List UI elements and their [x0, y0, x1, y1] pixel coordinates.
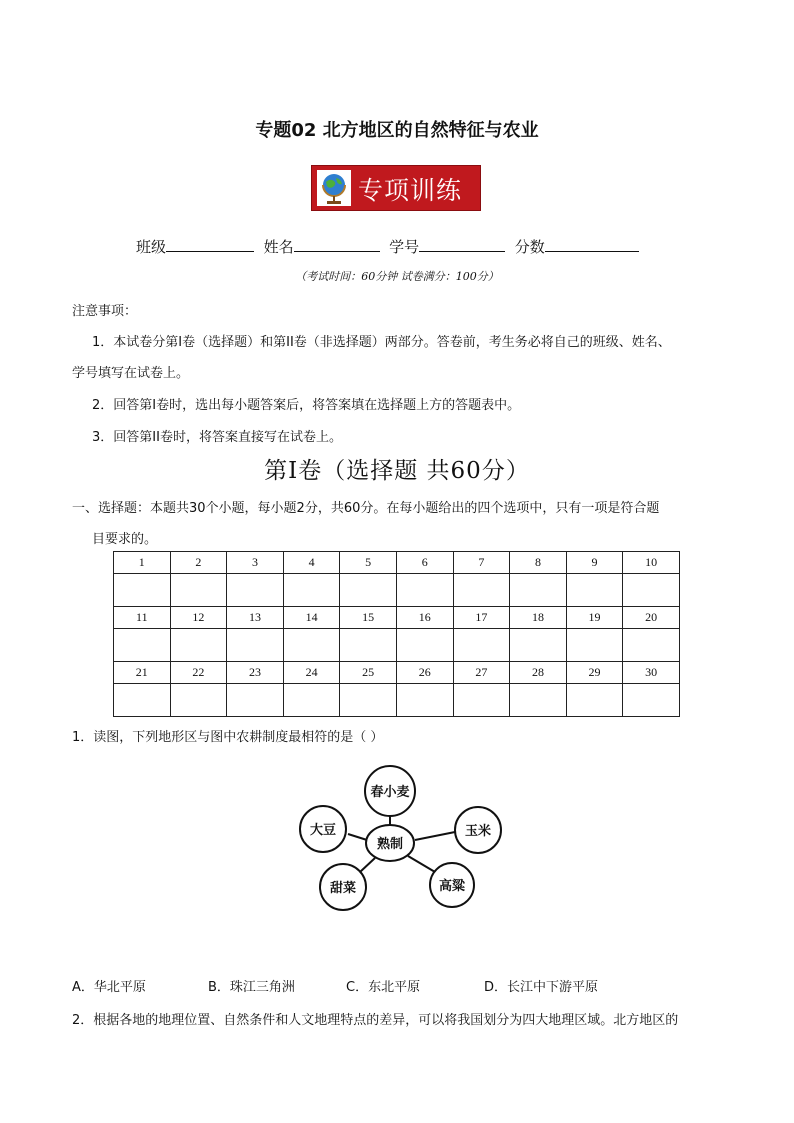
score-label: 分数 — [514, 238, 545, 256]
diagram-link — [415, 832, 455, 840]
question-1-stem: 1．读图，下列地形区与图中农耕制度最相符的是（ ） — [72, 730, 384, 745]
answer-number-cell: 21 — [114, 662, 171, 684]
answer-number-cell: 7 — [453, 552, 510, 574]
answer-number-cell: 17 — [453, 607, 510, 629]
answer-input-cell[interactable] — [340, 574, 397, 607]
answer-input-cell[interactable] — [396, 629, 453, 662]
answer-number-cell: 19 — [566, 607, 623, 629]
answer-number-cell: 28 — [510, 662, 567, 684]
answer-number-cell: 18 — [510, 607, 567, 629]
notice-item-1-line1: 1．本试卷分第Ⅰ卷（选择题）和第II卷（非选择题）两部分。答卷前，考生务必将自己的班级、姓名、 — [92, 335, 671, 350]
question-1-options — [72, 976, 598, 995]
answer-input-cell[interactable] — [283, 574, 340, 607]
notice-item-2: 2．回答第Ⅰ卷时，选出每小题答案后，将答案填在选择题上方的答题表中。 — [92, 398, 521, 413]
answer-input-cell[interactable] — [227, 574, 284, 607]
answer-number-cell: 4 — [283, 552, 340, 574]
answer-number-cell: 26 — [396, 662, 453, 684]
option-a[interactable]: A．华北平原 — [72, 980, 146, 995]
farming-diagram — [290, 768, 520, 912]
diagram-center-label: 熟制 — [376, 837, 404, 852]
id-field[interactable] — [419, 237, 505, 252]
answer-number-cell: 3 — [227, 552, 284, 574]
option-c[interactable]: C．东北平原 — [346, 980, 421, 995]
answer-number-cell: 12 — [170, 607, 227, 629]
answer-input-cell[interactable] — [566, 574, 623, 607]
instructions-line2: 目要求的。 — [92, 532, 158, 547]
globe-icon — [317, 170, 351, 206]
answer-number-cell: 10 — [623, 552, 680, 574]
answer-number-cell: 22 — [170, 662, 227, 684]
diagram-link — [360, 858, 375, 872]
answer-number-cell: 29 — [566, 662, 623, 684]
diagram-label-corn: 玉米 — [464, 824, 492, 839]
answer-number-cell: 15 — [340, 607, 397, 629]
answer-input-cell[interactable] — [114, 684, 171, 717]
answer-input-cell[interactable] — [453, 574, 510, 607]
answer-input-cell[interactable] — [340, 684, 397, 717]
page-title: 专题02 北方地区的自然特征与农业 — [255, 120, 539, 141]
answer-table — [113, 551, 680, 717]
answer-input-cell[interactable] — [283, 629, 340, 662]
answer-input-cell[interactable] — [396, 574, 453, 607]
answer-input-row — [114, 574, 680, 607]
option-b[interactable]: B．珠江三角洲 — [208, 980, 295, 995]
answer-input-cell[interactable] — [510, 629, 567, 662]
answer-input-cell[interactable] — [283, 684, 340, 717]
answer-input-cell[interactable] — [170, 629, 227, 662]
answer-number-cell: 30 — [623, 662, 680, 684]
id-label: 学号 — [389, 238, 420, 256]
answer-number-cell: 13 — [227, 607, 284, 629]
answer-input-cell[interactable] — [396, 684, 453, 717]
question-2-stem: 2．根据各地的地理位置、自然条件和人文地理特点的差异，可以将我国划分为四大地理区域。北方地区的 — [72, 1013, 679, 1028]
section-title: 第Ⅰ卷（选择题 共60分） — [264, 458, 530, 484]
answer-input-cell[interactable] — [510, 574, 567, 607]
diagram-label-spring-wheat: 春小麦 — [370, 785, 410, 800]
answer-input-cell[interactable] — [510, 684, 567, 717]
answer-number-cell: 24 — [283, 662, 340, 684]
answer-input-cell[interactable] — [453, 684, 510, 717]
name-label: 姓名 — [263, 238, 294, 256]
class-label: 班级 — [136, 238, 167, 256]
answer-input-cell[interactable] — [566, 684, 623, 717]
answer-number-cell: 27 — [453, 662, 510, 684]
answer-input-cell[interactable] — [227, 629, 284, 662]
answer-number-row — [114, 662, 680, 684]
answer-input-cell[interactable] — [114, 574, 171, 607]
answer-input-cell[interactable] — [623, 684, 680, 717]
answer-input-cell[interactable] — [170, 684, 227, 717]
answer-input-cell[interactable] — [340, 629, 397, 662]
banner — [311, 165, 481, 211]
answer-input-cell[interactable] — [227, 684, 284, 717]
diagram-link — [408, 856, 435, 872]
answer-number-cell: 23 — [227, 662, 284, 684]
answer-input-cell[interactable] — [453, 629, 510, 662]
answer-number-cell: 5 — [340, 552, 397, 574]
answer-input-cell[interactable] — [170, 574, 227, 607]
student-info-line — [136, 236, 639, 257]
answer-input-cell[interactable] — [114, 629, 171, 662]
answer-number-row — [114, 607, 680, 629]
name-field[interactable] — [294, 237, 380, 252]
answer-number-cell: 1 — [114, 552, 171, 574]
time-note: （考试时间：60分钟 试卷满分：100分） — [295, 270, 499, 283]
answer-number-cell: 9 — [566, 552, 623, 574]
answer-input-cell[interactable] — [566, 629, 623, 662]
answer-number-row — [114, 552, 680, 574]
option-d[interactable]: D．长江中下游平原 — [484, 980, 599, 995]
answer-number-cell: 20 — [623, 607, 680, 629]
answer-input-row — [114, 629, 680, 662]
answer-number-cell: 8 — [510, 552, 567, 574]
banner-text: 专项训练 — [358, 176, 463, 205]
answer-input-row — [114, 684, 680, 717]
notice-item-3: 3．回答第II卷时，将答案直接写在试卷上。 — [92, 430, 342, 445]
diagram-label-sorghum: 高粱 — [438, 879, 466, 894]
answer-input-cell[interactable] — [623, 574, 680, 607]
class-field[interactable] — [166, 237, 254, 252]
diagram-label-sugar-beet: 甜菜 — [329, 881, 357, 896]
answer-number-cell: 25 — [340, 662, 397, 684]
score-field[interactable] — [545, 237, 639, 252]
answer-number-cell: 6 — [396, 552, 453, 574]
diagram-link — [348, 834, 367, 840]
notice-item-1-line2: 学号填写在试卷上。 — [72, 366, 190, 381]
answer-number-cell: 14 — [283, 607, 340, 629]
answer-number-cell: 16 — [396, 607, 453, 629]
answer-input-cell[interactable] — [623, 629, 680, 662]
answer-number-cell: 2 — [170, 552, 227, 574]
diagram-label-soybean: 大豆 — [309, 823, 337, 838]
instructions-line1: 一、选择题：本题共30个小题，每小题2分，共60分。在每小题给出的四个选项中，只有一项是符合题 — [72, 501, 660, 516]
notice-heading: 注意事项： — [72, 304, 138, 319]
answer-number-cell: 11 — [114, 607, 171, 629]
